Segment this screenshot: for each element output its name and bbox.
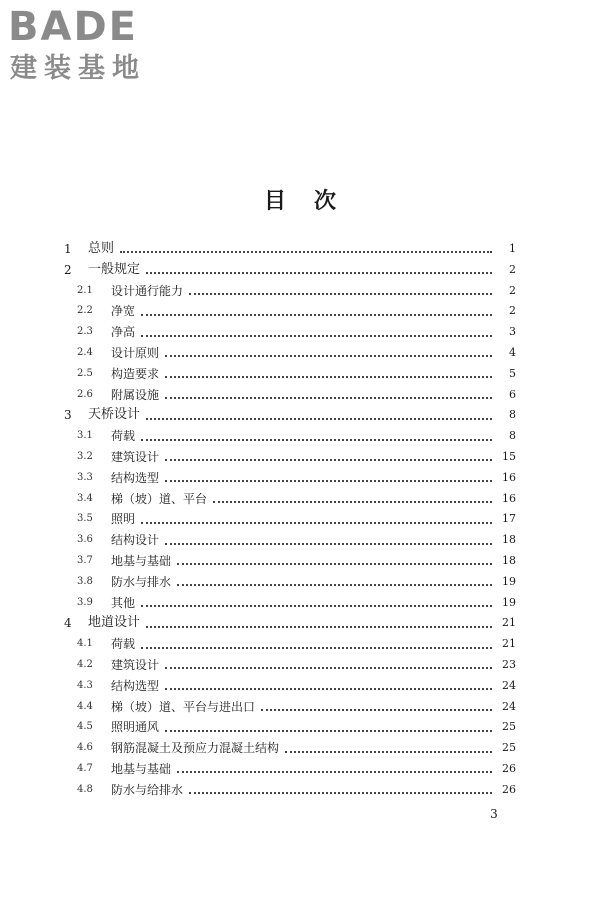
toc-leader-dots <box>141 314 492 316</box>
toc-entry-page: 6 <box>509 387 516 401</box>
watermark-logo <box>8 4 178 90</box>
toc-entry-page: 24 <box>502 699 516 713</box>
toc-entry-number: 3.3 <box>77 471 93 483</box>
toc-entry-number: 2.1 <box>77 284 93 296</box>
toc-entry-number: 3.1 <box>77 430 93 442</box>
toc-entry-page: 18 <box>502 553 516 567</box>
page-title: 目次 <box>263 189 364 214</box>
toc-leader-dots <box>189 792 492 794</box>
toc-entry-number: 3.2 <box>77 450 93 462</box>
toc-entry-page: 8 <box>509 429 516 443</box>
toc-entry[interactable] <box>64 489 516 510</box>
toc-entry-title: 设计原则 <box>111 345 160 360</box>
toc-entry[interactable] <box>64 260 516 281</box>
toc-entry-title: 附属设施 <box>111 387 160 402</box>
toc-entry-page: 26 <box>502 782 516 796</box>
toc-entry-title: 钢筋混凝土及预应力混凝土结构 <box>111 741 280 756</box>
toc-entry[interactable] <box>64 322 516 343</box>
toc-leader-dots <box>165 667 492 669</box>
toc-entry-title: 防水与给排水 <box>111 782 184 797</box>
toc-entry-title: 设计通行能力 <box>111 283 184 298</box>
toc-entry-number: 3.7 <box>77 554 93 566</box>
toc-entry-number: 4.3 <box>77 679 93 691</box>
toc-entry-title: 梯（坡）道、平台 <box>111 491 208 506</box>
toc-entry-page: 3 <box>509 325 516 339</box>
toc-entry[interactable] <box>64 530 516 551</box>
toc-entry-number: 4.7 <box>77 762 93 774</box>
toc-entry-title: 照明 <box>111 512 136 527</box>
toc-entry[interactable] <box>64 385 516 406</box>
toc-entry-title: 照明通风 <box>111 720 160 735</box>
toc-leader-dots <box>213 501 492 503</box>
toc-entry-page: 5 <box>509 366 516 380</box>
toc-leader-dots <box>177 771 492 773</box>
toc-entry-title: 其他 <box>111 595 136 610</box>
toc-entry-title: 结构选型 <box>111 678 160 693</box>
toc-entry-number: 4 <box>64 616 72 631</box>
toc-entry[interactable] <box>64 676 516 697</box>
toc-leader-dots <box>120 251 492 253</box>
toc-entry[interactable] <box>64 509 516 530</box>
toc-entry-page: 18 <box>502 533 516 547</box>
toc-entry-number: 4.1 <box>77 638 93 650</box>
toc-entry-title: 总则 <box>88 241 115 256</box>
toc-entry-title: 构造要求 <box>111 366 160 381</box>
toc-entry[interactable] <box>64 447 516 468</box>
logo-subtitle: 建装基地 <box>10 53 146 84</box>
toc-leader-dots <box>189 293 492 295</box>
toc-entry-number: 3.9 <box>77 596 93 608</box>
page-number: 3 <box>490 807 498 821</box>
toc-entry[interactable] <box>64 343 516 364</box>
toc-entry-number: 4.2 <box>77 658 93 670</box>
toc-leader-dots <box>165 543 492 545</box>
toc-leader-dots <box>177 584 492 586</box>
toc-entry-title: 建筑设计 <box>111 657 160 672</box>
toc-entry-page: 2 <box>509 283 516 297</box>
toc-entry-title: 结构设计 <box>111 533 160 548</box>
toc-entry-number: 1 <box>64 242 72 256</box>
toc-entry-number: 3.4 <box>77 492 93 504</box>
toc-entry[interactable] <box>64 426 516 447</box>
toc-entry-number: 4.6 <box>77 742 93 754</box>
toc-entry-title: 天桥设计 <box>88 407 141 423</box>
toc-entry[interactable] <box>64 364 516 385</box>
toc-entry-page: 1 <box>509 242 516 255</box>
toc-entry-title: 梯（坡）道、平台与进出口 <box>111 699 256 714</box>
toc-entry[interactable] <box>64 717 516 738</box>
toc-entry-page: 26 <box>502 761 516 775</box>
toc-leader-dots <box>285 751 492 753</box>
toc-entry-page: 19 <box>502 574 516 588</box>
toc-entry-page: 19 <box>502 595 516 609</box>
toc-leader-dots <box>165 459 492 461</box>
toc-entry[interactable] <box>64 239 516 260</box>
toc-entry-page: 8 <box>509 408 516 422</box>
toc-entry-page: 16 <box>502 470 516 484</box>
toc-entry-title: 建筑设计 <box>111 449 160 464</box>
toc-entry-title: 一般规定 <box>88 261 141 277</box>
toc-entry-number: 3.8 <box>77 575 93 587</box>
toc-entry-page: 21 <box>502 616 516 630</box>
toc-entry-number: 2.2 <box>77 305 93 317</box>
toc-entry-number: 4.5 <box>77 721 93 733</box>
toc-entry[interactable] <box>64 697 516 718</box>
toc-entry[interactable] <box>64 281 516 302</box>
toc-entry[interactable] <box>64 551 516 572</box>
toc-entry-page: 15 <box>502 449 516 463</box>
toc-entry-number: 2.3 <box>77 326 93 338</box>
toc-entry[interactable] <box>64 780 516 801</box>
toc-entry[interactable] <box>64 738 516 759</box>
toc-entry[interactable] <box>64 613 516 634</box>
toc-leader-dots <box>141 335 492 337</box>
toc-entry[interactable] <box>64 759 516 780</box>
toc-entry-page: 24 <box>502 678 516 692</box>
toc-entry-page: 25 <box>502 720 516 734</box>
toc-leader-dots <box>165 688 492 690</box>
toc-entry[interactable] <box>64 468 516 489</box>
toc-entry-page: 16 <box>502 491 516 505</box>
toc-entry-title: 地道设计 <box>88 615 141 631</box>
toc-entry-page: 4 <box>509 345 516 359</box>
toc-entry[interactable] <box>64 405 516 426</box>
toc-entry-title: 防水与排水 <box>111 574 172 589</box>
toc-leader-dots <box>261 709 492 711</box>
toc-entry-title: 净宽 <box>111 304 136 319</box>
toc-entry-number: 3.6 <box>77 534 93 546</box>
toc-leader-dots <box>141 647 492 649</box>
toc-entry-number: 2 <box>64 262 72 277</box>
toc-entry-number: 3.5 <box>77 513 93 525</box>
toc-leader-dots <box>177 563 492 565</box>
toc-entry-page: 23 <box>502 657 516 671</box>
toc-entry-title: 地基与基础 <box>111 761 172 776</box>
toc-leader-dots <box>146 272 492 274</box>
toc-entry[interactable] <box>64 572 516 593</box>
toc-entry-number: 2.6 <box>77 388 93 400</box>
toc-entry-number: 4.4 <box>77 700 93 712</box>
toc-leader-dots <box>141 605 492 607</box>
toc-entry-title: 地基与基础 <box>111 553 172 568</box>
toc-entry-page: 2 <box>509 262 516 276</box>
toc-leader-dots <box>165 355 492 357</box>
toc-leader-dots <box>141 439 492 441</box>
toc-entry-page: 17 <box>502 512 516 526</box>
toc-entry-title: 净高 <box>111 325 136 340</box>
toc-entry-page: 21 <box>502 637 516 651</box>
toc-entry[interactable] <box>64 634 516 655</box>
toc-leader-dots <box>165 376 492 378</box>
table-of-contents <box>64 239 516 801</box>
logo-wordmark: BADE <box>8 4 138 50</box>
toc-entry-page: 25 <box>502 741 516 755</box>
toc-entry[interactable] <box>64 655 516 676</box>
toc-entry-number: 3 <box>64 408 72 423</box>
toc-entry[interactable] <box>64 593 516 614</box>
toc-entry-number: 2.5 <box>77 367 93 379</box>
toc-entry[interactable] <box>64 301 516 322</box>
toc-entry-title: 荷载 <box>111 429 136 444</box>
toc-leader-dots <box>165 397 492 399</box>
toc-leader-dots <box>146 418 492 420</box>
toc-leader-dots <box>141 522 492 524</box>
toc-entry-title: 荷载 <box>111 637 136 652</box>
toc-entry-title: 结构选型 <box>111 470 160 485</box>
toc-entry-page: 2 <box>509 304 516 318</box>
toc-entry-number: 4.8 <box>77 783 93 795</box>
toc-leader-dots <box>165 730 492 732</box>
toc-leader-dots <box>165 480 492 482</box>
toc-entry-number: 2.4 <box>77 346 93 358</box>
toc-leader-dots <box>146 626 492 628</box>
